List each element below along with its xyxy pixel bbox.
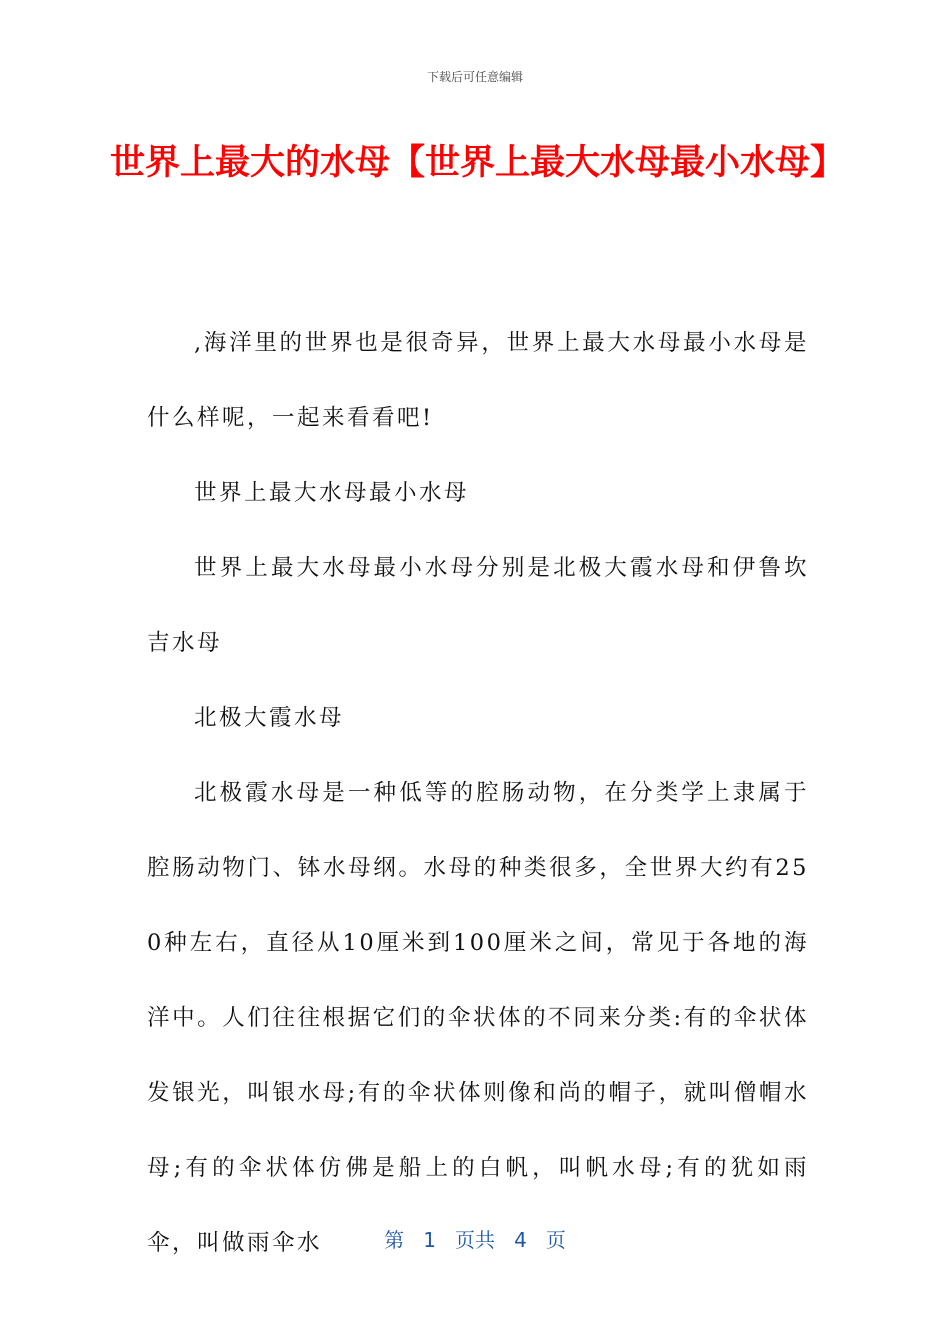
document-title: 世界上最大的水母【世界上最大水母最小水母】 [110,143,846,183]
subsection-heading: 北极大霞水母 [194,705,345,731]
paragraph-description: 北极霞水母是一种低等的腔肠动物，在分类学上隶属于腔肠动物门、钵水母纲。水母的种类很多，全世界大约有250种左右，直径从10厘米到100厘米之间，常见于各地的海洋中。人们往往根据它们的伞状体的不同来分类:有的伞状体发银光，叫银水母;有的伞状体则像和尚的帽子，就叫僧帽水母;有的伞状体仿佛是船上的白帆，叫帆水母;有的犹如雨伞，叫做雨伞水 [147,780,809,1256]
total-pages-number: 4 [514,1228,527,1252]
paragraph-intro: ,海洋里的世界也是很奇异，世界上最大水母最小水母是什么样呢，一起来看看吧! [147,330,809,431]
current-page-number: 1 [423,1228,436,1252]
page-number-footer [0,1224,950,1253]
header-note: 下载后可任意编辑 [426,70,523,84]
paragraph-summary: 世界上最大水母最小水母分别是北极大霞水母和伊鲁坎吉水母 [147,555,809,656]
page-label-suffix: 页 [545,1228,566,1252]
page-label-mid: 页共 [455,1228,495,1252]
document-body [147,306,809,1281]
page-label-prefix: 第 [384,1228,405,1252]
section-heading: 世界上最大水母最小水母 [194,480,470,506]
